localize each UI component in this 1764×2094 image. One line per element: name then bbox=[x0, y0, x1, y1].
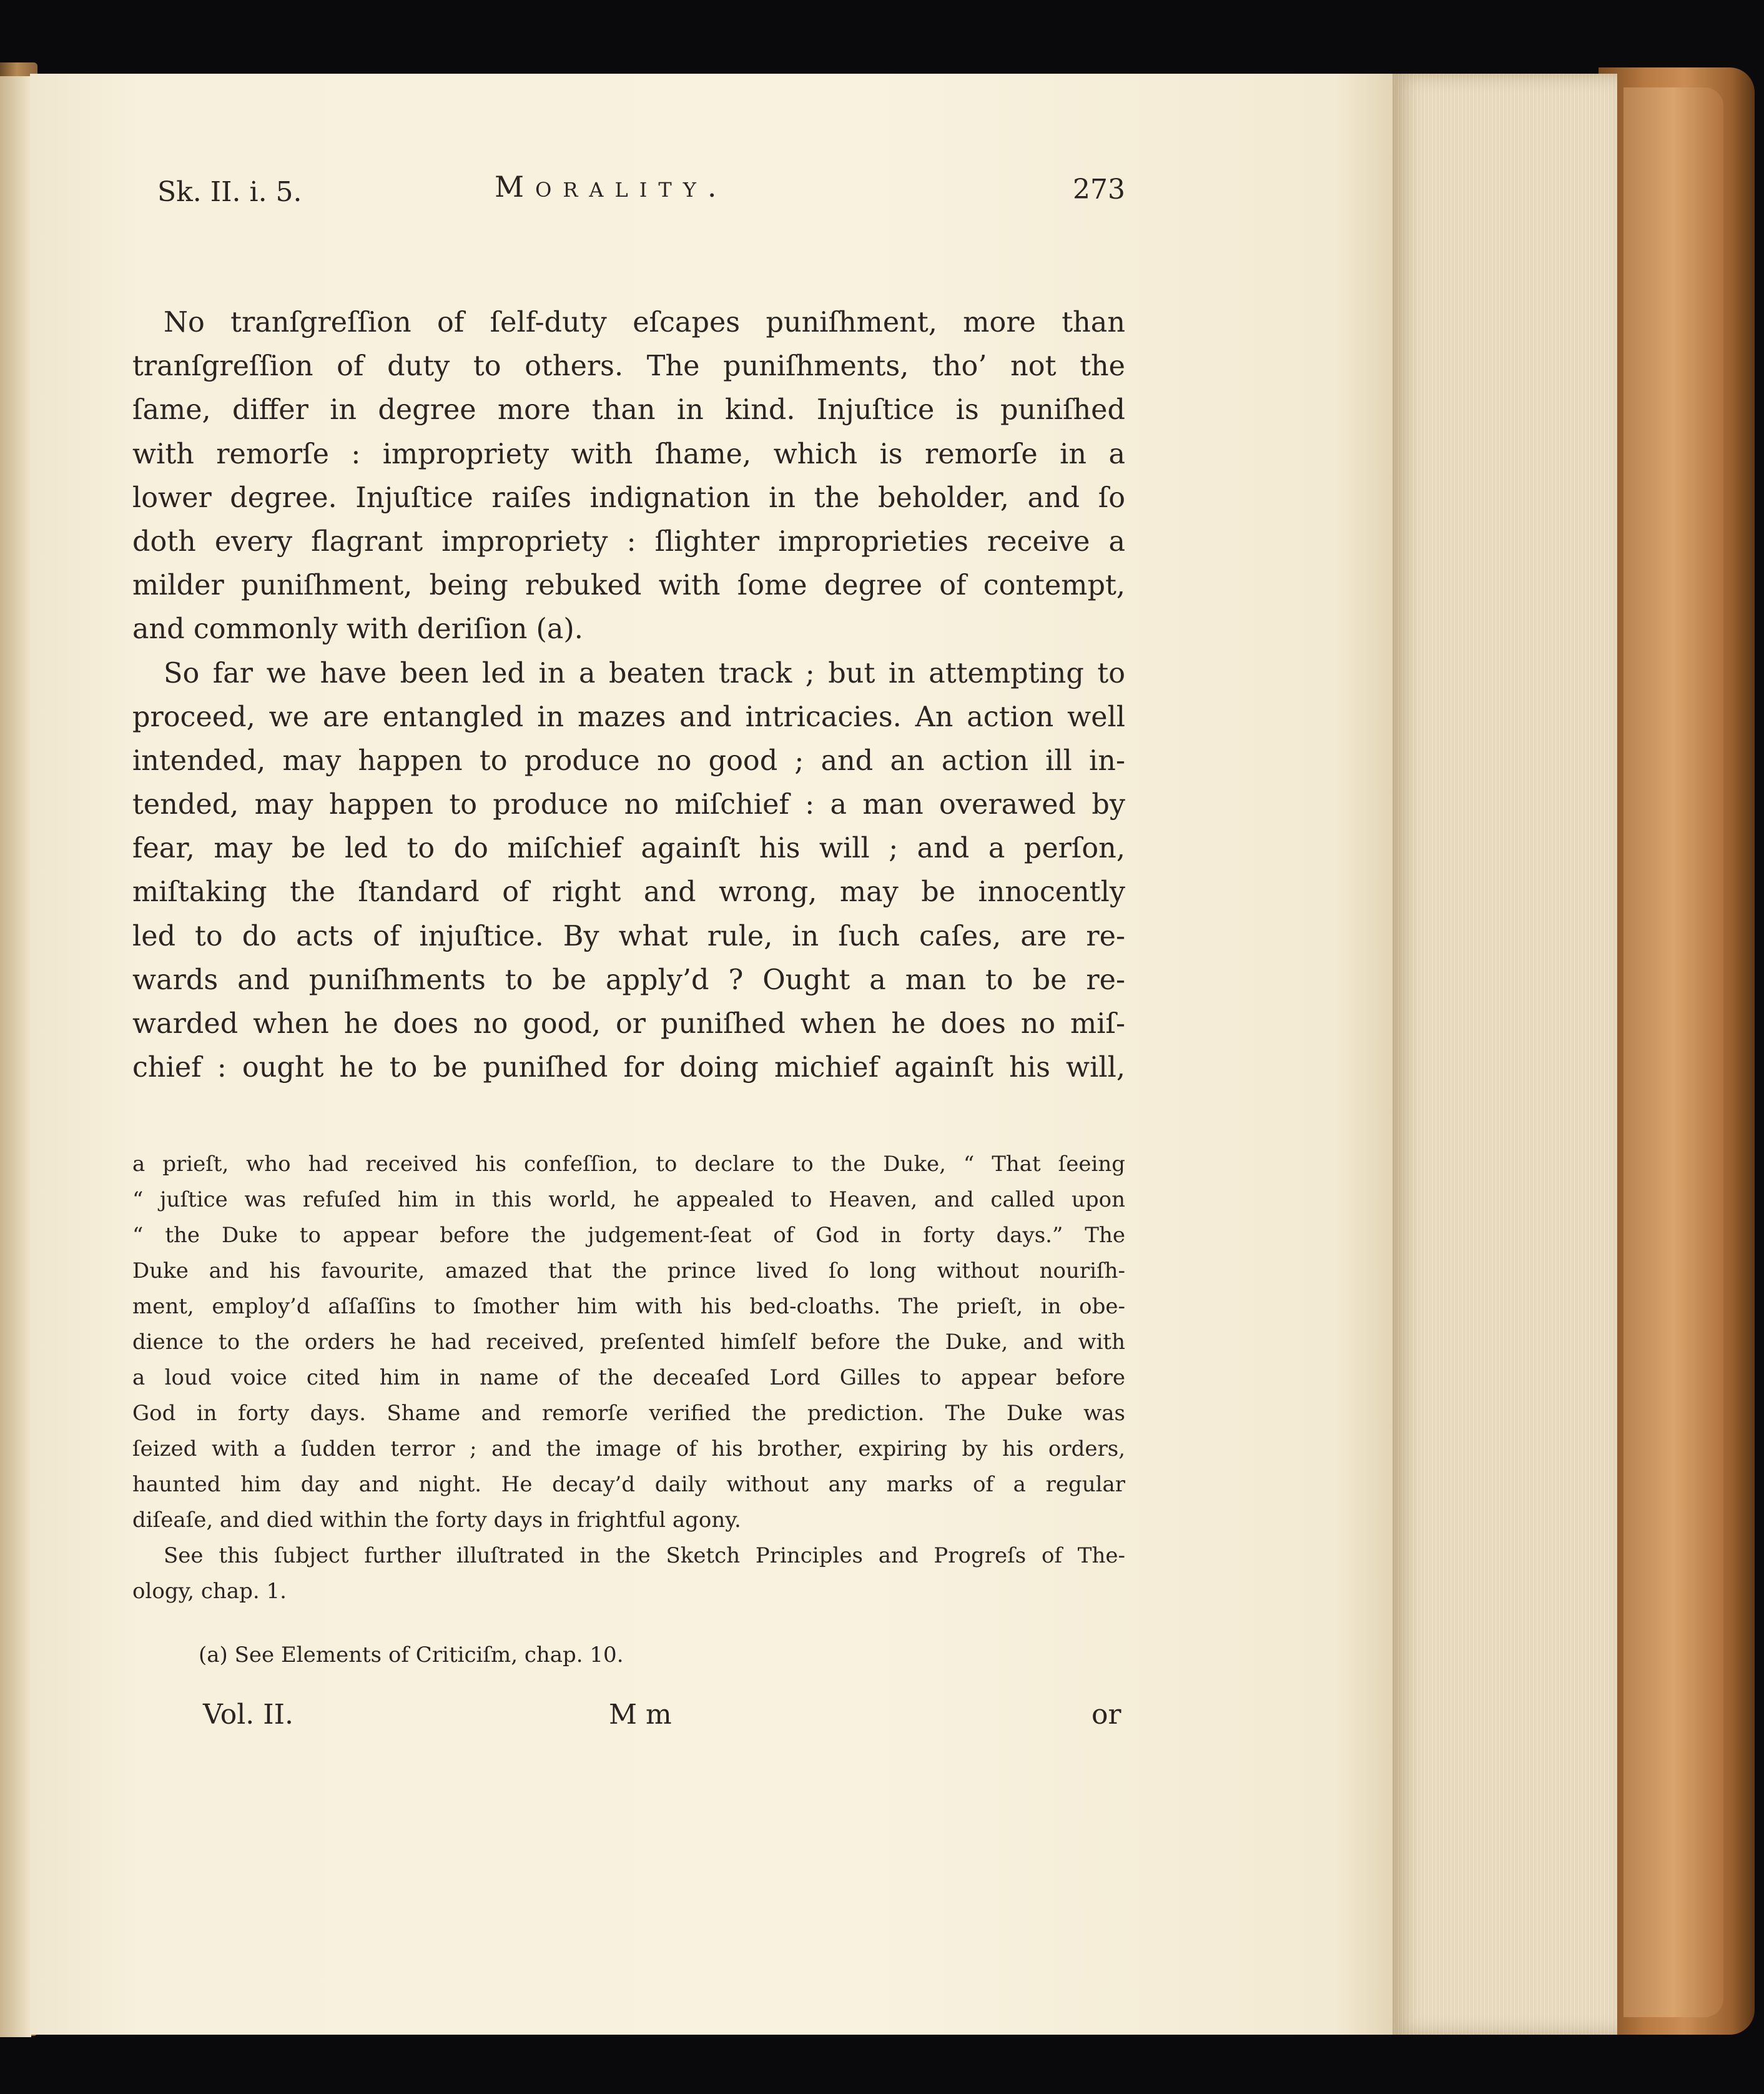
footnote-line: See this ſubject further illuſtrated in the Sketch Principles and Progreſs of The- bbox=[164, 1543, 1125, 1568]
footnote-line: ment, employ’d aſſaſſins to ſmother him with his bed-cloaths. The prieſt, in obe- bbox=[132, 1294, 1125, 1319]
catchword: or bbox=[1091, 1699, 1121, 1731]
section-reference: Sk. II. i. 5. bbox=[157, 176, 302, 208]
text-line: No tranſgreſſion of ſelf-duty eſcapes puniſhment, more than bbox=[164, 307, 1125, 338]
facing-page-edge bbox=[0, 76, 31, 2037]
footnote-a: (a) See Elements of Criticiſm, chap. 10. bbox=[199, 1642, 624, 1667]
text-line: miſtaking the ſtandard of right and wrong, may be innocently bbox=[132, 876, 1125, 909]
footnote-line: ſeized with a ſudden terror ; and the image of his brother, expiring by his orders, bbox=[132, 1436, 1125, 1461]
text-line: wards and puniſhments to be apply’d ? Ought a man to be re- bbox=[132, 964, 1125, 996]
running-header bbox=[132, 164, 1125, 214]
footnote-line: “ juſtice was refuſed him in this world, he appealed to Heaven, and called upon bbox=[132, 1187, 1125, 1212]
footnote-line: haunted him day and night. He decay’d daily without any marks of a regular bbox=[132, 1472, 1125, 1497]
text-line: chief : ought he to be puniſhed for doing michief againſt his will, bbox=[132, 1052, 1125, 1084]
footnote-line: God in forty days. Shame and remorſe verified the prediction. The Duke was bbox=[132, 1401, 1125, 1426]
text-line: ſame, differ in degree more than in kind. Injuſtice is puniſhed bbox=[132, 394, 1125, 427]
main-text bbox=[132, 301, 1125, 1090]
footnote-line: a prieſt, who had received his confeſſion, to declare to the Duke, “ That ſeeing bbox=[132, 1152, 1125, 1177]
footnote-line: a loud voice cited him in name of the deceaſed Lord Gilles to appear before bbox=[132, 1365, 1125, 1390]
text-line: So far we have been led in a beaten track ; but in attempting to bbox=[164, 657, 1125, 689]
text-line: and commonly with deriſion (a). bbox=[132, 613, 583, 646]
text-line: tended, may happen to produce no miſchief : a man overawed by bbox=[132, 789, 1125, 821]
text-line: warded when he does no good, or puniſhed when he does no miſ- bbox=[132, 1008, 1125, 1040]
text-line: tranſgreſſion of duty to others. The puniſhments, tho’ not the bbox=[132, 350, 1125, 383]
footnote-text bbox=[132, 1147, 1125, 1609]
footnote-line: Duke and his favourite, amazed that the prince lived ſo long without nouriſh- bbox=[132, 1258, 1125, 1283]
footnote-line: dience to the orders he had received, preſented himſelf before the Duke, and with bbox=[132, 1330, 1125, 1355]
text-line: milder puniſhment, being rebuked with ſome degree of contempt, bbox=[132, 570, 1125, 602]
text-line: led to do acts of injuſtice. By what rule, in ſuch caſes, are re- bbox=[132, 920, 1125, 952]
text-line: with remorſe : impropriety with ſhame, which is remorſe in a bbox=[132, 438, 1125, 470]
text-line: lower degree. Injuſtice raiſes indignation in the beholder, and ſo bbox=[132, 482, 1125, 514]
text-line: intended, may happen to produce no good ; and an action ill in- bbox=[132, 744, 1125, 777]
footnote-line: diſeaſe, and died within the forty days in frightful agony. bbox=[132, 1508, 741, 1533]
footnote-line: ology, chap. 1. bbox=[132, 1579, 287, 1604]
page-block-edges bbox=[1392, 74, 1617, 2035]
page-number: 273 bbox=[1073, 174, 1125, 205]
book-cover-right-board bbox=[1624, 87, 1723, 2017]
text-line: fear, may be led to do miſchief againſt his will ; and a perſon, bbox=[132, 832, 1125, 865]
text-line: doth every flagrant impropriety : ſlighter improprieties receive a bbox=[132, 525, 1125, 558]
running-title: Morality. bbox=[495, 170, 728, 204]
signature-mark: M m bbox=[609, 1699, 672, 1731]
text-line: proceed, we are entangled in mazes and intricacies. An action well bbox=[132, 701, 1125, 733]
volume-signature: Vol. II. bbox=[203, 1699, 294, 1731]
footnote-line: “ the Duke to appear before the judgement-ſeat of God in forty days.” The bbox=[132, 1223, 1125, 1248]
